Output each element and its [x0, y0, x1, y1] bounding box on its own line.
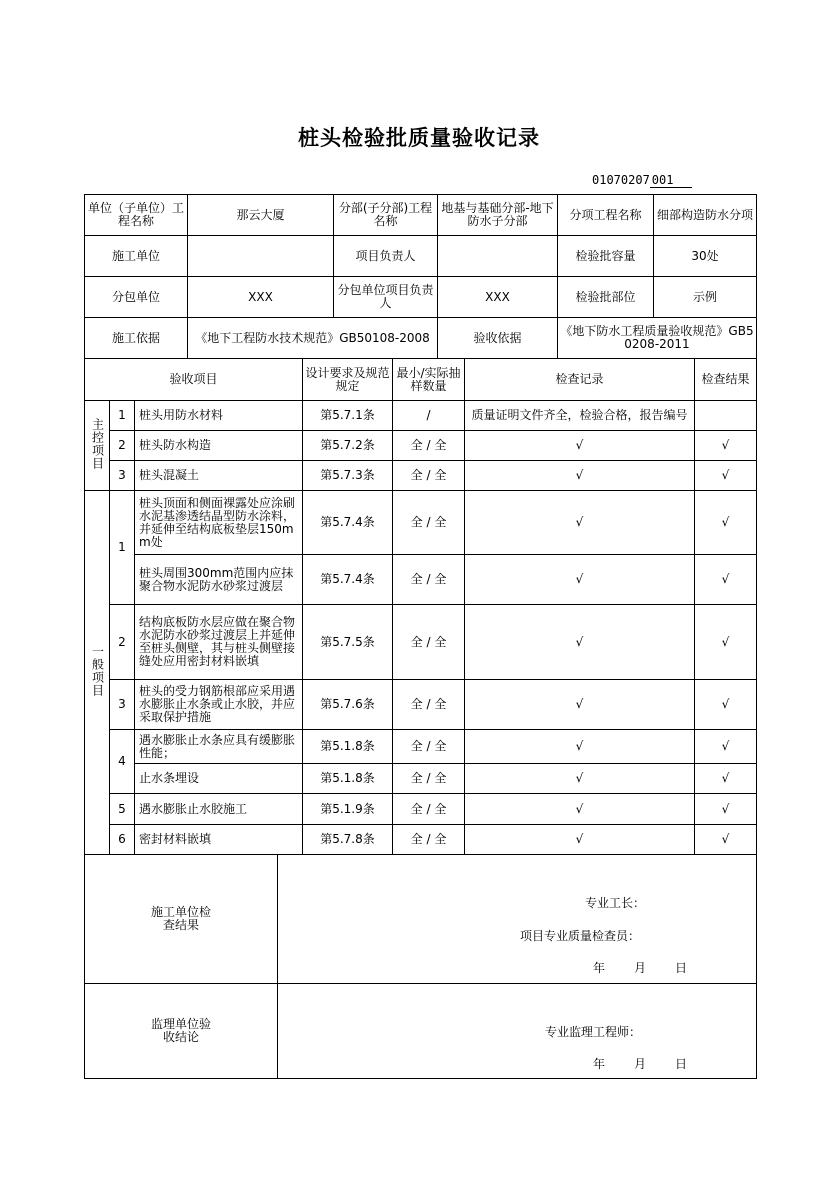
inspector-label: 项目专业质量检查员： [520, 929, 641, 943]
col-item: 验收项目 [85, 359, 303, 401]
subcontractor-label: 分包单位 [85, 277, 188, 318]
item-name: 遇水膨胀止水胶施工 [135, 794, 303, 825]
col-requirement: 设计要求及规范规定 [303, 359, 393, 401]
supervision-label: 监理单位验收结论 [85, 984, 278, 1079]
item-record: √ [465, 555, 695, 605]
item-name: 密封材料嵌填 [135, 825, 303, 855]
item-sample: 全 / 全 [393, 730, 465, 764]
item-sample: 全 / 全 [393, 825, 465, 855]
item-no: 1 [110, 491, 135, 605]
item-record: √ [465, 764, 695, 794]
item-sample: 全 / 全 [393, 491, 465, 555]
item-name: 桩头的受力钢筋根部应采用遇水膨胀止水条或止水胶，并应采取保护措施 [135, 680, 303, 730]
item-clause: 第5.1.8条 [303, 764, 393, 794]
engineer-label: 专业监理工程师： [545, 1025, 642, 1039]
record-code-suffix: 001 [650, 173, 692, 188]
item-result: √ [695, 764, 757, 794]
item-sample: 全 / 全 [393, 605, 465, 680]
item-record: 质量证明文件齐全，检验合格，报告编号 [465, 401, 695, 431]
record-code [592, 173, 692, 188]
inspection-day: 日 [675, 961, 688, 975]
item-sample: 全 / 全 [393, 794, 465, 825]
item-clause: 第5.7.6条 [303, 680, 393, 730]
table-row [85, 764, 757, 794]
item-sample: 全 / 全 [393, 555, 465, 605]
header-table [84, 194, 757, 359]
subcontractor-value: XXX [188, 277, 334, 318]
capacity-value: 30处 [654, 236, 757, 277]
item-no: 6 [110, 825, 135, 855]
item-clause: 第5.1.9条 [303, 794, 393, 825]
signature-table [84, 854, 757, 1079]
item-record: √ [465, 461, 695, 491]
table-row [85, 431, 757, 461]
constructor-value [188, 236, 334, 277]
page-title: 桩头检验批质量验收记录 [298, 125, 540, 150]
item-result: √ [695, 605, 757, 680]
supervision-year: 年 [593, 1057, 606, 1071]
project-manager-value [438, 236, 558, 277]
column-header-row [85, 359, 757, 401]
item-result: √ [695, 431, 757, 461]
item-clause: 第5.7.5条 [303, 605, 393, 680]
item-no: 3 [110, 461, 135, 491]
capacity-label: 检验批容量 [558, 236, 654, 277]
item-result: √ [695, 555, 757, 605]
item-no: 1 [110, 401, 135, 431]
item-sample: 全 / 全 [393, 461, 465, 491]
item-record: √ [465, 431, 695, 461]
inspection-table [84, 358, 757, 855]
item-sample: / [393, 401, 465, 431]
item-result: √ [695, 730, 757, 764]
item-result: √ [695, 491, 757, 555]
unit-label: 单位（子单位）工程名称 [85, 195, 188, 236]
item-clause: 第5.7.2条 [303, 431, 393, 461]
constructor-label: 施工单位 [85, 236, 188, 277]
table-row [85, 605, 757, 680]
item-result: √ [695, 680, 757, 730]
item-name: 桩头混凝土 [135, 461, 303, 491]
division-label: 分部(子分部)工程名称 [334, 195, 438, 236]
supervision-day: 日 [675, 1057, 688, 1071]
item-sample: 全 / 全 [393, 764, 465, 794]
supervision-month: 月 [634, 1057, 647, 1071]
col-sample: 最小/实际抽样数量 [393, 359, 465, 401]
item-no: 2 [110, 431, 135, 461]
item-record: √ [465, 680, 695, 730]
item-name: 桩头周围300mm范围内应抹聚合物水泥防水砂浆过渡层 [135, 555, 303, 605]
item-clause: 第5.1.8条 [303, 730, 393, 764]
foreman-label: 专业工长： [585, 896, 646, 910]
item-sample: 全 / 全 [393, 431, 465, 461]
item-result: √ [695, 825, 757, 855]
item-name: 桩头用防水材料 [135, 401, 303, 431]
location-label: 检验批部位 [558, 277, 654, 318]
table-row [85, 794, 757, 825]
general-group-label: 一般项目 [85, 491, 110, 855]
item-record: √ [465, 825, 695, 855]
item-result: √ [695, 794, 757, 825]
main-group-label: 主控项目 [85, 401, 110, 491]
item-record: √ [465, 730, 695, 764]
table-row [85, 730, 757, 764]
sub-manager-value: XXX [438, 277, 558, 318]
item-record: √ [465, 605, 695, 680]
item-clause: 第5.7.1条 [303, 401, 393, 431]
basis-value: 《地下工程防水技术规范》GB50108-2008 [188, 318, 438, 359]
item-clause: 第5.7.4条 [303, 491, 393, 555]
table-row [85, 825, 757, 855]
item-result [695, 401, 757, 431]
item-result: √ [695, 461, 757, 491]
acceptance-basis-label: 验收依据 [438, 318, 558, 359]
inspection-year: 年 [593, 961, 606, 975]
item-name: 止水条埋设 [135, 764, 303, 794]
table-row [85, 555, 757, 605]
item-no: 2 [110, 605, 135, 680]
item-clause: 第5.7.3条 [303, 461, 393, 491]
location-value: 示例 [654, 277, 757, 318]
table-row [85, 680, 757, 730]
inspection-label: 施工单位检查结果 [85, 855, 278, 984]
item-name: 桩头顶面和侧面裸露处应涂刷水泥基渗透结晶型防水涂料，并延伸至结构底板垫层150mm处 [135, 491, 303, 555]
col-result: 检查结果 [695, 359, 757, 401]
project-manager-label: 项目负责人 [334, 236, 438, 277]
item-no: 5 [110, 794, 135, 825]
subitem-value: 细部构造防水分项 [654, 195, 757, 236]
item-clause: 第5.7.8条 [303, 825, 393, 855]
item-no: 3 [110, 680, 135, 730]
item-record: √ [465, 491, 695, 555]
table-row [85, 401, 757, 431]
item-name: 桩头防水构造 [135, 431, 303, 461]
sub-manager-label: 分包单位项目负责人 [334, 277, 438, 318]
item-record: √ [465, 794, 695, 825]
item-no: 4 [110, 730, 135, 794]
item-name: 遇水膨胀止水条应具有缓膨胀性能； [135, 730, 303, 764]
basis-label: 施工依据 [85, 318, 188, 359]
subitem-label: 分项工程名称 [558, 195, 654, 236]
division-value: 地基与基础分部-地下防水子分部 [438, 195, 558, 236]
table-row [85, 461, 757, 491]
item-clause: 第5.7.4条 [303, 555, 393, 605]
item-sample: 全 / 全 [393, 680, 465, 730]
col-record: 检查记录 [465, 359, 695, 401]
item-name: 结构底板防水层应做在聚合物水泥防水砂浆过渡层上并延伸至桩头侧壁，其与桩头侧壁接缝处应用密封材料嵌填 [135, 605, 303, 680]
inspection-month: 月 [634, 961, 647, 975]
table-row [85, 491, 757, 555]
acceptance-basis-value: 《地下防水工程质量验收规范》GB50208-2011 [558, 318, 757, 359]
unit-value: 那云大厦 [188, 195, 334, 236]
record-code-prefix: 01070207 [592, 173, 650, 187]
